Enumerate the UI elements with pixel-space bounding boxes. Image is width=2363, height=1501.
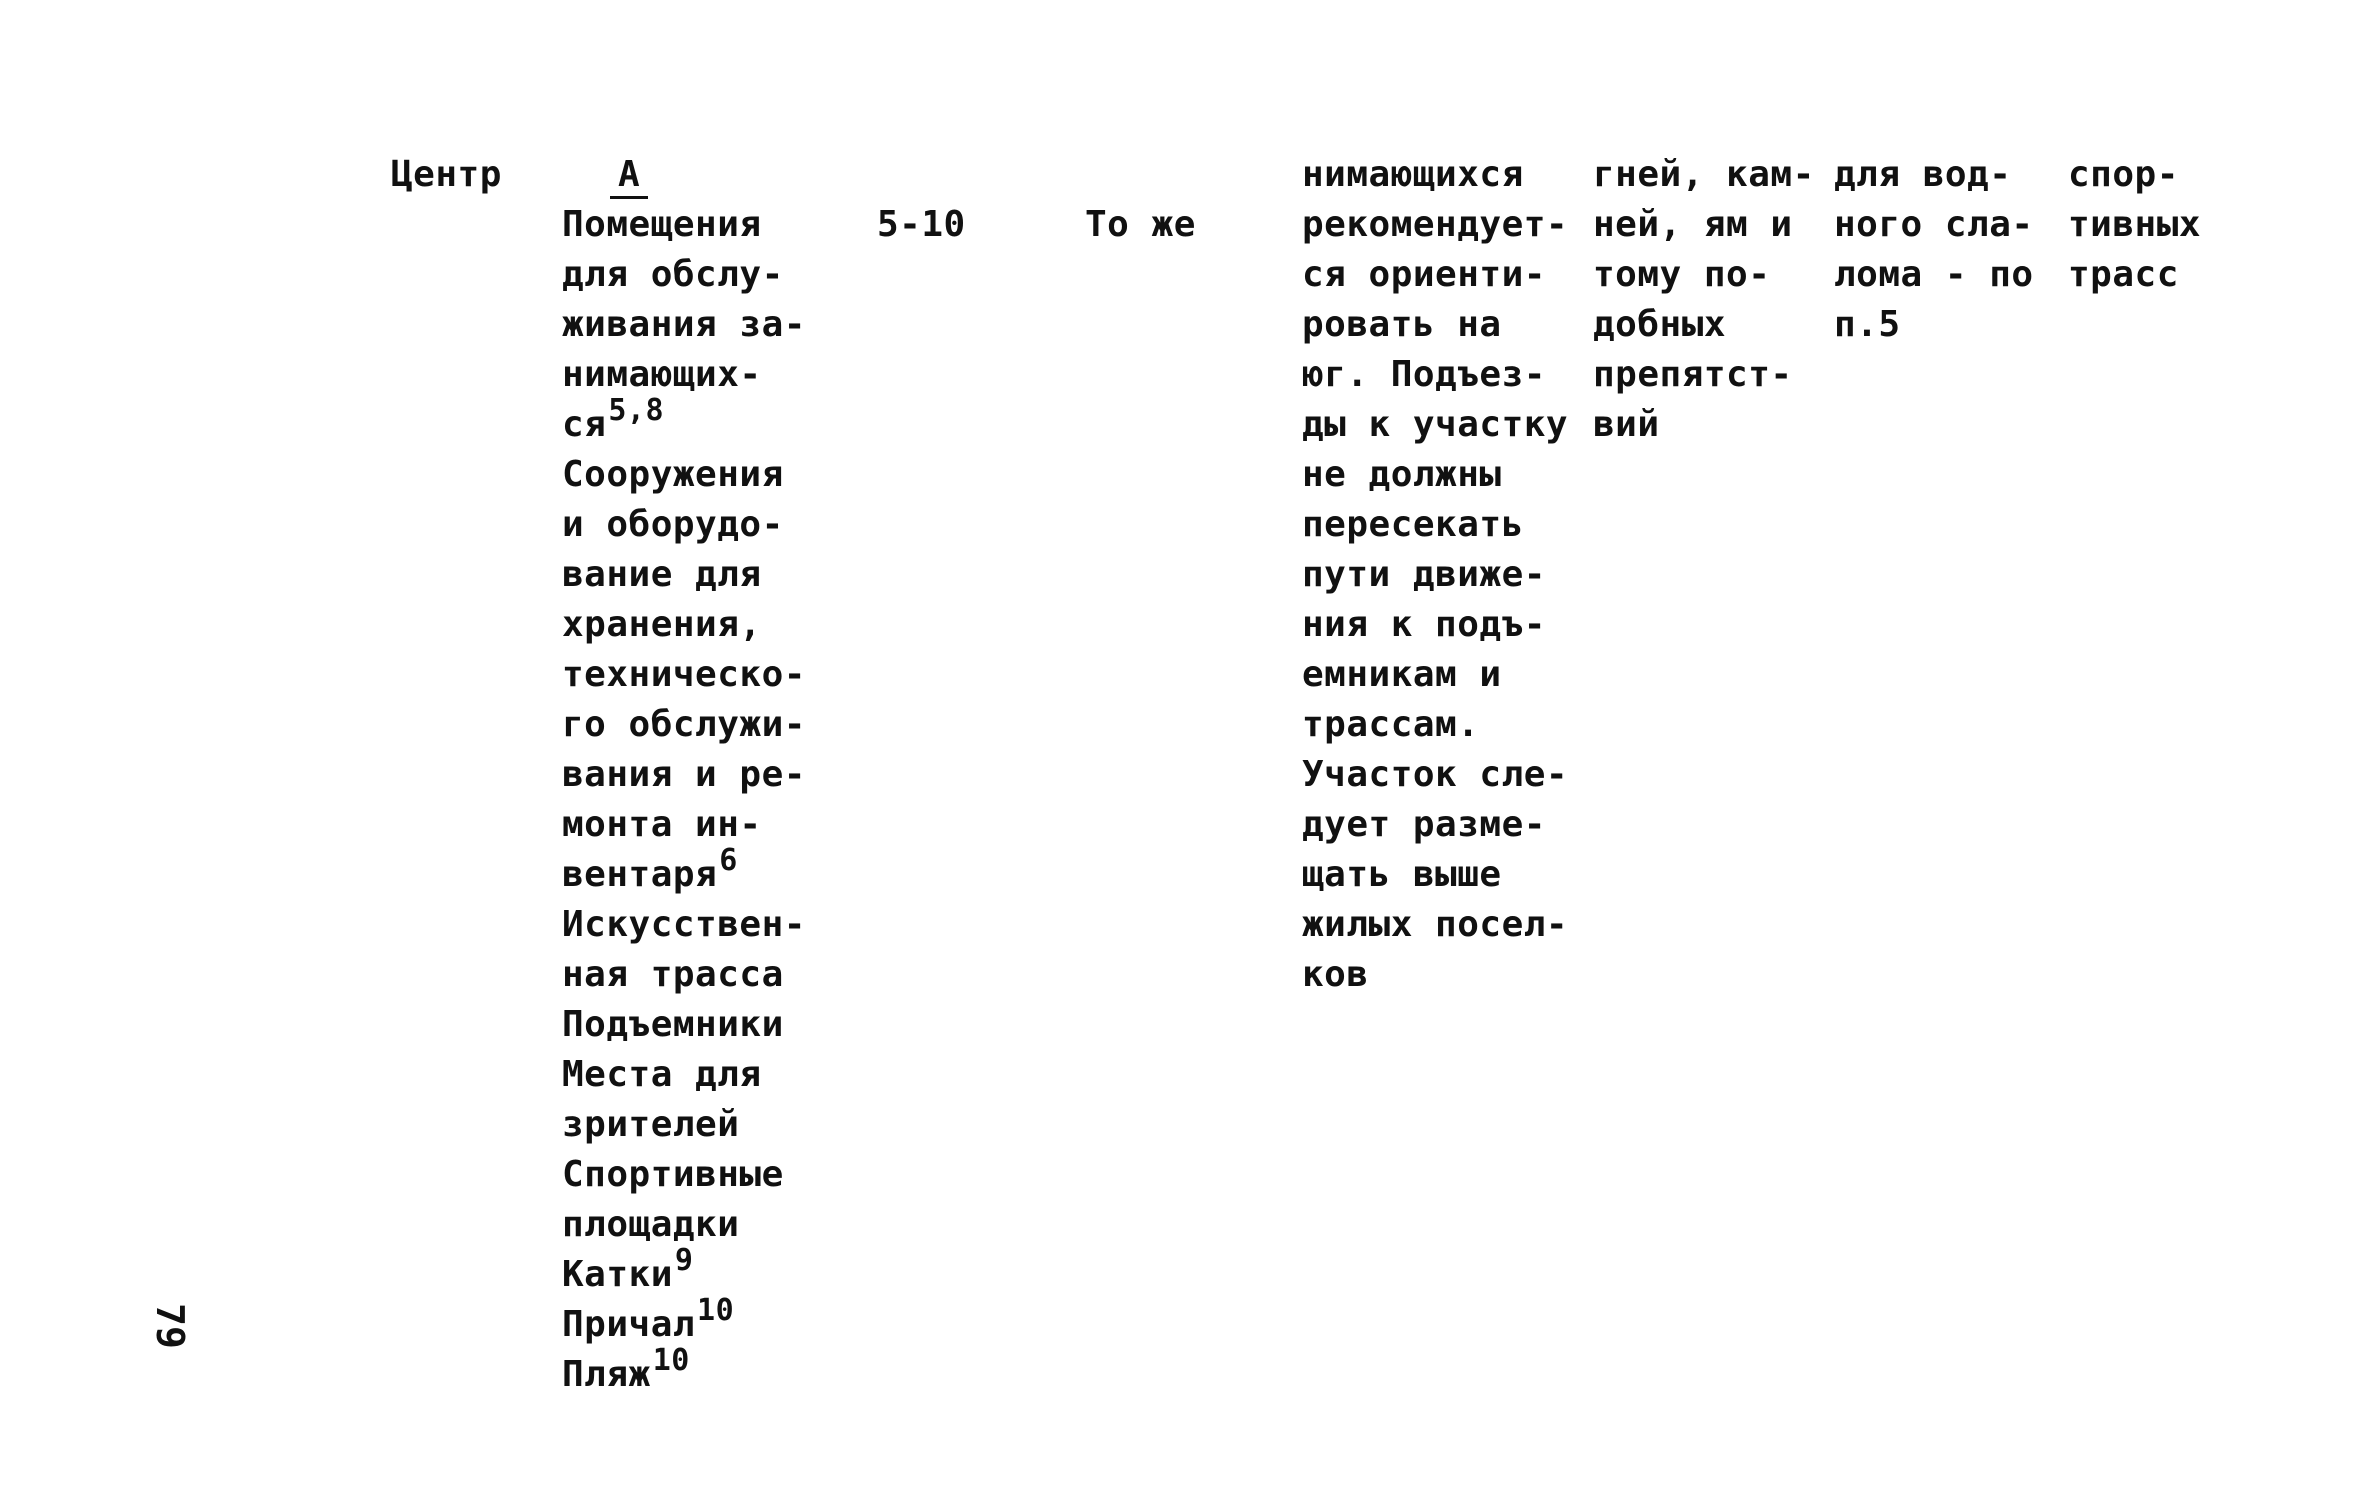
element-line: Причал$^{10}$ bbox=[562, 1293, 735, 1345]
element-line: вентаря$^6$ bbox=[562, 843, 738, 895]
siting-line: пересекать bbox=[1302, 504, 1524, 545]
element-line: хранения, bbox=[562, 604, 762, 645]
distance-line: тому по- bbox=[1593, 254, 1771, 295]
siting-line: емникам и bbox=[1302, 654, 1502, 695]
element-item bbox=[562, 200, 806, 450]
element-line: площадки bbox=[562, 1204, 740, 1245]
element-line: вания и ре- bbox=[562, 754, 806, 795]
siting-line: ния к подъ- bbox=[1302, 604, 1546, 645]
elements-column bbox=[562, 150, 806, 1400]
element-item bbox=[562, 1243, 806, 1300]
area-column bbox=[877, 200, 966, 250]
notes-line: ного сла- bbox=[1834, 204, 2034, 245]
distance-line: добных bbox=[1593, 304, 1727, 345]
siting-line: ровать на bbox=[1302, 304, 1502, 345]
siting-line: пути движе- bbox=[1302, 554, 1546, 595]
element-line: Катки$^9$ bbox=[562, 1243, 694, 1295]
footnote-ref: 10 bbox=[697, 1293, 735, 1328]
extra-line: тивных bbox=[2068, 204, 2202, 245]
notes-line: лома - по bbox=[1834, 254, 2034, 295]
siting-line: рекомендует- bbox=[1302, 204, 1569, 245]
element-item bbox=[562, 1343, 806, 1400]
zone-name: Центр bbox=[391, 154, 502, 195]
element-line: живания за- bbox=[562, 304, 806, 345]
element-item bbox=[562, 450, 806, 900]
page-number: 79 bbox=[148, 1303, 192, 1349]
element-line: нимающих- bbox=[562, 354, 762, 395]
distance-line: ней, ям и bbox=[1593, 204, 1793, 245]
siting-line: не должны bbox=[1302, 454, 1502, 495]
siting-line: нимающихся bbox=[1302, 154, 1524, 195]
element-line: Пляж$^{10}$ bbox=[562, 1343, 690, 1395]
distance-column bbox=[1593, 150, 1815, 450]
extra-column bbox=[2068, 150, 2201, 300]
element-line: ная трасса bbox=[562, 954, 784, 995]
element-line: Спортивные bbox=[562, 1154, 784, 1195]
extra-line: трасс bbox=[2068, 254, 2179, 295]
zone-code: А bbox=[610, 154, 648, 199]
distance-line: вий bbox=[1593, 404, 1660, 445]
element-line: зрителей bbox=[562, 1104, 740, 1145]
notes-line: для вод- bbox=[1834, 154, 2012, 195]
area-value: 5-10 bbox=[877, 204, 966, 245]
notes-column bbox=[1834, 150, 2034, 350]
extra-line: спор- bbox=[2068, 154, 2179, 195]
siting-line: ков bbox=[1302, 954, 1369, 995]
siting-line: юг. Подъез- bbox=[1302, 354, 1546, 395]
element-line: для обслу- bbox=[562, 254, 784, 295]
element-line: монта ин- bbox=[562, 804, 762, 845]
distance-line: препятст- bbox=[1593, 354, 1793, 395]
element-line: и оборудо- bbox=[562, 504, 784, 545]
element-line: вание для bbox=[562, 554, 762, 595]
element-line: Искусствен- bbox=[562, 904, 806, 945]
element-item bbox=[562, 1000, 806, 1050]
element-line: Подъемники bbox=[562, 1004, 784, 1045]
element-item bbox=[562, 1050, 806, 1150]
footnote-ref: 5,8 bbox=[608, 393, 665, 428]
siting-line: дует разме- bbox=[1302, 804, 1546, 845]
siting-line: ды к участку bbox=[1302, 404, 1569, 445]
notes-line: п.5 bbox=[1834, 304, 1901, 345]
element-line: Помещения bbox=[562, 204, 762, 245]
elements-list bbox=[562, 200, 806, 1400]
footnote-ref: 10 bbox=[652, 1343, 690, 1378]
element-line: техническо- bbox=[562, 654, 806, 695]
siting-column bbox=[1302, 150, 1568, 1000]
siting-line: щать выше bbox=[1302, 854, 1502, 895]
element-item bbox=[562, 1150, 806, 1250]
zone-column bbox=[391, 150, 502, 200]
distance-line: гней, кам- bbox=[1593, 154, 1815, 195]
footnote-ref: 9 bbox=[674, 1243, 694, 1278]
element-item bbox=[562, 900, 806, 1000]
element-line: го обслужи- bbox=[562, 704, 806, 745]
reference-column bbox=[1085, 200, 1196, 250]
zone-code-line bbox=[562, 150, 806, 200]
siting-line: Участок сле- bbox=[1302, 754, 1569, 795]
element-line: Сооружения bbox=[562, 454, 784, 495]
footnote-ref: 6 bbox=[719, 843, 738, 878]
siting-line: ся ориенти- bbox=[1302, 254, 1546, 295]
siting-line: трассам. bbox=[1302, 704, 1480, 745]
element-line: ся$^{5,8}$ bbox=[562, 393, 665, 445]
element-line: Места для bbox=[562, 1054, 762, 1095]
reference-value: То же bbox=[1085, 204, 1196, 245]
siting-line: жилых посел- bbox=[1302, 904, 1569, 945]
